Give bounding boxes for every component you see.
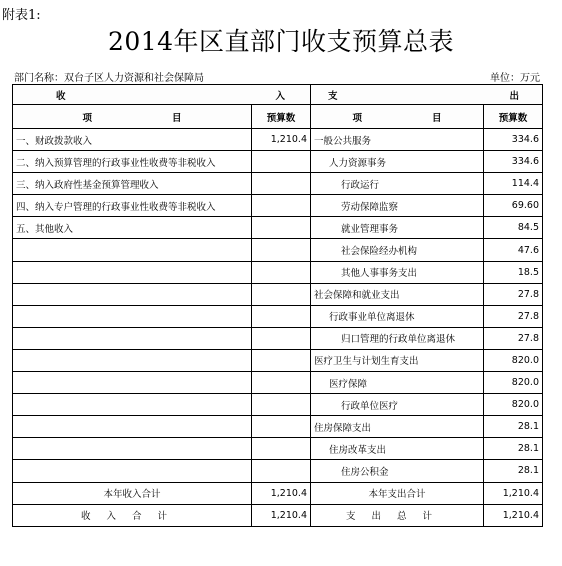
expense-item-cell: 人力资源事务 — [311, 151, 484, 173]
income-item-cell — [13, 239, 252, 261]
budget-table-body — [13, 85, 543, 527]
expense-amount-cell: 28.1 — [484, 460, 543, 482]
income-item-cell: 四、纳入专户管理的行政事业性收费等非税收入 — [13, 195, 252, 217]
income-amount-cell — [252, 151, 311, 173]
table-row — [13, 416, 543, 438]
expense-item-cell: 住房公积金 — [311, 460, 484, 482]
table-row — [13, 239, 543, 261]
expense-amount-cell: 27.8 — [484, 305, 543, 327]
department-label: 部门名称：双台子区人力资源和社会保障局 — [14, 73, 204, 84]
expense-item-cell: 其他人事事务支出 — [311, 261, 484, 283]
income-item-cell — [13, 283, 252, 305]
income-item-cell — [13, 460, 252, 482]
income-amount-cell — [252, 217, 311, 239]
item-header-left: 项 — [352, 112, 362, 124]
income-item-cell — [13, 261, 252, 283]
income-section-header — [13, 85, 311, 105]
income-item-cell — [13, 416, 252, 438]
expense-amount-cell: 820.0 — [484, 394, 543, 416]
expense-total-amount: 1,210.4 — [484, 504, 543, 526]
income-item-header — [13, 105, 252, 129]
expense-item-cell: 行政单位医疗 — [311, 394, 484, 416]
expense-subtotal-label: 本年支出合计 — [311, 482, 484, 504]
expense-item-cell: 就业管理事务 — [311, 217, 484, 239]
expense-item-cell: 住房改革支出 — [311, 438, 484, 460]
expense-item-cell: 劳动保障监察 — [311, 195, 484, 217]
table-row — [13, 151, 543, 173]
income-amount-cell — [252, 372, 311, 394]
item-header-left: 项 — [82, 112, 92, 124]
income-amount-cell — [252, 327, 311, 349]
table-row — [13, 283, 543, 305]
income-amount-cell — [252, 261, 311, 283]
income-amount-cell — [252, 173, 311, 195]
expense-header-right: 出 — [509, 90, 519, 102]
income-header-left: 收 — [56, 90, 66, 102]
expense-amount-cell: 114.4 — [484, 173, 543, 195]
expense-item-cell: 住房保障支出 — [311, 416, 484, 438]
income-amount-cell — [252, 438, 311, 460]
page-title: 2014年区直部门收支预算总表 — [107, 27, 455, 56]
expense-item-cell: 行政运行 — [311, 173, 484, 195]
attachment-label: 附表1: — [2, 8, 41, 23]
expense-item-cell: 医疗卫生与计划生育支出 — [311, 349, 484, 371]
table-row — [13, 305, 543, 327]
income-item-cell — [13, 349, 252, 371]
income-item-cell: 三、纳入政府性基金预算管理收入 — [13, 173, 252, 195]
expense-amount-cell: 84.5 — [484, 217, 543, 239]
expense-item-cell: 医疗保障 — [311, 372, 484, 394]
expense-amount-cell: 18.5 — [484, 261, 543, 283]
income-subtotal-label: 本年收入合计 — [13, 482, 252, 504]
income-amount-cell — [252, 416, 311, 438]
table-row — [13, 195, 543, 217]
income-amount-cell — [252, 305, 311, 327]
expense-item-cell: 社会保险经办机构 — [311, 239, 484, 261]
income-item-cell — [13, 394, 252, 416]
income-amount-cell — [252, 283, 311, 305]
expense-budget-header: 预算数 — [484, 105, 543, 129]
header-row-columns — [13, 105, 543, 129]
income-total-amount: 1,210.4 — [252, 504, 311, 526]
expense-amount-cell: 27.8 — [484, 327, 543, 349]
income-header-right: 入 — [275, 90, 285, 102]
income-item-cell: 五、其他收入 — [13, 217, 252, 239]
income-amount-cell — [252, 349, 311, 371]
table-row — [13, 460, 543, 482]
table-row — [13, 217, 543, 239]
table-row — [13, 438, 543, 460]
item-header-right: 目 — [432, 112, 442, 124]
table-row — [13, 327, 543, 349]
expense-amount-cell: 820.0 — [484, 349, 543, 371]
income-amount-cell: 1,210.4 — [252, 129, 311, 151]
unit-label: 单位：万元 — [490, 73, 540, 84]
expense-amount-cell: 28.1 — [484, 438, 543, 460]
income-amount-cell — [252, 460, 311, 482]
expense-item-header — [311, 105, 484, 129]
table-row — [13, 173, 543, 195]
income-amount-cell — [252, 195, 311, 217]
expense-item-cell: 一般公共服务 — [311, 129, 484, 151]
expense-amount-cell: 28.1 — [484, 416, 543, 438]
income-item-cell — [13, 305, 252, 327]
expense-item-cell: 社会保障和就业支出 — [311, 283, 484, 305]
expense-section-header — [311, 85, 543, 105]
expense-subtotal-amount: 1,210.4 — [484, 482, 543, 504]
item-header-right: 目 — [172, 112, 182, 124]
subtotal-row — [13, 482, 543, 504]
income-item-cell — [13, 327, 252, 349]
expense-total-label: 支出总计 — [311, 504, 484, 526]
income-amount-cell — [252, 394, 311, 416]
table-row — [13, 394, 543, 416]
table-row — [13, 372, 543, 394]
expense-amount-cell: 27.8 — [484, 283, 543, 305]
expense-item-cell: 行政事业单位离退休 — [311, 305, 484, 327]
expense-amount-cell: 820.0 — [484, 372, 543, 394]
table-row — [13, 129, 543, 151]
expense-amount-cell: 47.6 — [484, 239, 543, 261]
income-total-label: 收入合计 — [13, 504, 252, 526]
table-row — [13, 349, 543, 371]
expense-amount-cell: 69.60 — [484, 195, 543, 217]
income-item-cell — [13, 438, 252, 460]
expense-item-cell: 归口管理的行政单位离退休 — [311, 327, 484, 349]
income-budget-header: 预算数 — [252, 105, 311, 129]
total-row — [13, 504, 543, 526]
expense-amount-cell: 334.6 — [484, 129, 543, 151]
table-row — [13, 261, 543, 283]
income-item-cell — [13, 372, 252, 394]
expense-amount-cell: 334.6 — [484, 151, 543, 173]
income-amount-cell — [252, 239, 311, 261]
header-row-sections — [13, 85, 543, 105]
income-item-cell: 二、纳入预算管理的行政事业性收费等非税收入 — [13, 151, 252, 173]
income-subtotal-amount: 1,210.4 — [252, 482, 311, 504]
income-item-cell: 一、财政拨款收入 — [13, 129, 252, 151]
budget-table — [12, 84, 543, 527]
expense-header-left: 支 — [328, 90, 338, 102]
